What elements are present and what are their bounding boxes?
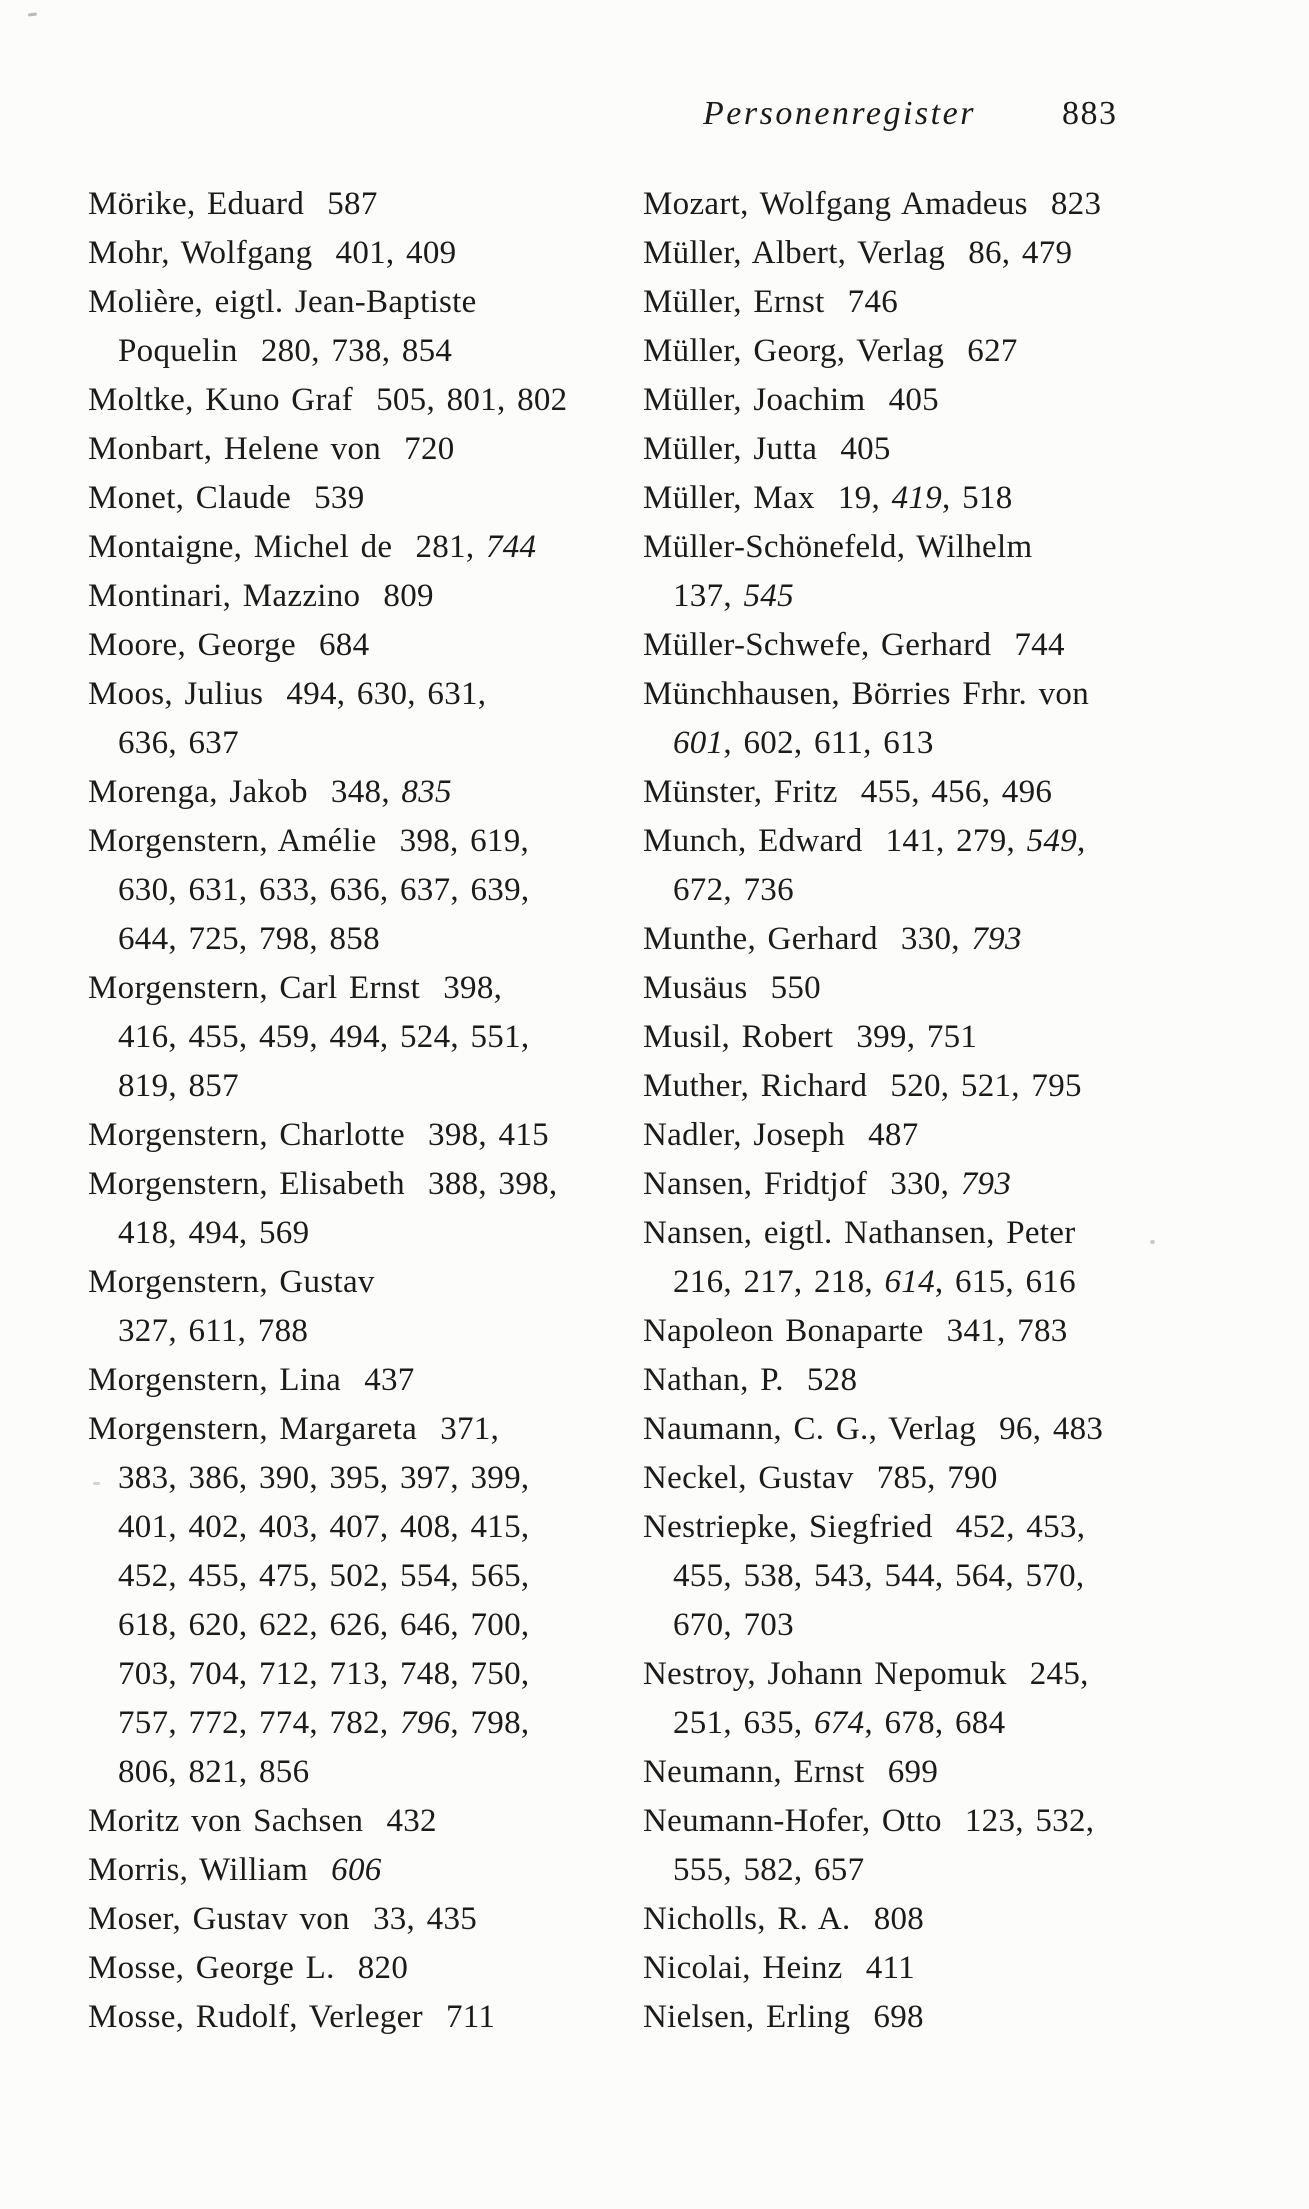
index-entry: [88, 1160, 567, 1209]
index-entry: [643, 376, 1103, 425]
entry-text: 383, 386, 390, 395, 397, 399,: [118, 1460, 530, 1496]
index-entry: [88, 180, 567, 229]
index-entry: [643, 1748, 1103, 1797]
page-ref-italic: 793: [971, 921, 1022, 957]
right-column: [643, 180, 1103, 2042]
index-entry: [88, 1944, 567, 1993]
index-entry-continuation: [643, 572, 1103, 621]
index-entry-continuation: [88, 915, 567, 964]
index-entry: [88, 229, 567, 278]
index-entry: [643, 229, 1103, 278]
entry-text: 418, 494, 569: [118, 1215, 310, 1251]
entry-text: Morenga, Jakob 348,: [88, 774, 402, 810]
index-entry: [643, 1944, 1103, 1993]
index-entry: [643, 425, 1103, 474]
entry-text: Moritz von Sachsen 432: [88, 1803, 437, 1839]
entry-text: Nadler, Joseph 487: [643, 1117, 919, 1153]
index-entry: [643, 964, 1103, 1013]
entry-text: Morgenstern, Carl Ernst 398,: [88, 970, 503, 1006]
entry-text: 452, 455, 475, 502, 554, 565,: [118, 1558, 530, 1594]
page-ref-italic: 796: [400, 1705, 451, 1741]
index-entry-continuation: [88, 866, 567, 915]
index-entry: [88, 376, 567, 425]
entry-text: ,: [1077, 823, 1086, 859]
entry-text: Nansen, eigtl. Nathansen, Peter: [643, 1215, 1076, 1251]
entry-text: 703, 704, 712, 713, 748, 750,: [118, 1656, 530, 1692]
index-entry-continuation: [88, 1013, 567, 1062]
entry-text: 327, 611, 788: [118, 1313, 309, 1349]
entry-text: 455, 538, 543, 544, 564, 570,: [673, 1558, 1085, 1594]
entry-text: Morgenstern, Lina 437: [88, 1362, 415, 1398]
index-entry: [88, 768, 567, 817]
entry-text: Müller, Joachim 405: [643, 382, 939, 418]
entry-text: Morris, William: [88, 1852, 332, 1888]
page-ref-italic: 614: [884, 1264, 935, 1300]
entry-text: 670, 703: [673, 1607, 794, 1643]
index-entry: [643, 817, 1103, 866]
index-entry: [88, 474, 567, 523]
entry-text: 806, 821, 856: [118, 1754, 310, 1790]
page-ref-italic: 835: [401, 774, 452, 810]
entry-text: 644, 725, 798, 858: [118, 921, 380, 957]
entry-text: , 678, 684: [864, 1705, 1006, 1741]
entry-text: Moos, Julius 494, 630, 631,: [88, 676, 487, 712]
index-entry: [88, 964, 567, 1013]
index-entry-continuation: [88, 1552, 567, 1601]
running-title: Personenregister: [703, 95, 976, 132]
entry-text: 216, 217, 218,: [673, 1264, 885, 1300]
entry-text: Napoleon Bonaparte 341, 783: [643, 1313, 1068, 1349]
entry-text: Moltke, Kuno Graf 505, 801, 802: [88, 382, 568, 418]
index-entry: [88, 817, 567, 866]
index-entry-continuation: [88, 1601, 567, 1650]
entry-text: Müller, Max 19,: [643, 480, 892, 516]
entry-text: Müller, Jutta 405: [643, 431, 891, 467]
index-entry: [643, 1650, 1103, 1699]
entry-text: 618, 620, 622, 626, 646, 700,: [118, 1607, 530, 1643]
index-entry: [643, 1895, 1103, 1944]
page-ref-italic: 674: [814, 1705, 865, 1741]
entry-text: 401, 402, 403, 407, 408, 415,: [118, 1509, 530, 1545]
index-entry: [88, 523, 567, 572]
entry-text: , 602, 611, 613: [723, 725, 934, 761]
index-entry: [643, 1993, 1103, 2042]
index-entry-continuation: [88, 1062, 567, 1111]
index-entry: [643, 327, 1103, 376]
index-entry-continuation: [88, 1454, 567, 1503]
entry-text: Montaigne, Michel de 281,: [88, 529, 486, 565]
page-ref-italic: 606: [331, 1852, 382, 1888]
index-entry: [88, 670, 567, 719]
entry-text: Münchhausen, Börries Frhr. von: [643, 676, 1090, 712]
entry-text: Morgenstern, Gustav: [88, 1264, 375, 1300]
index-entry-continuation: [643, 719, 1103, 768]
entry-text: Musil, Robert 399, 751: [643, 1019, 978, 1055]
index-entry: [643, 278, 1103, 327]
entry-text: Münster, Fritz 455, 456, 496: [643, 774, 1053, 810]
entry-text: 757, 772, 774, 782,: [118, 1705, 400, 1741]
entry-text: Nicholls, R. A. 808: [643, 1901, 925, 1937]
index-entry-continuation: [643, 866, 1103, 915]
entry-text: Müller-Schwefe, Gerhard 744: [643, 627, 1065, 663]
entry-text: , 518: [942, 480, 1013, 516]
index-entry-continuation: [88, 327, 567, 376]
page-ref-italic: 793: [960, 1166, 1012, 1202]
entry-text: Morgenstern, Charlotte 398, 415: [88, 1117, 549, 1153]
index-entry: [643, 1160, 1103, 1209]
page-ref-italic: 545: [743, 578, 794, 614]
index-entry: [88, 1405, 567, 1454]
page-ref-italic: 601: [673, 725, 724, 761]
entry-text: Nestriepke, Siegfried 452, 453,: [643, 1509, 1086, 1545]
page-ref-italic: 549: [1026, 823, 1078, 859]
index-entry-continuation: [88, 1699, 567, 1748]
index-entry-continuation: [88, 1209, 567, 1258]
entry-text: Morgenstern, Margareta 371,: [88, 1411, 500, 1447]
index-entry: [88, 1111, 567, 1160]
entry-text: Müller, Albert, Verlag 86, 479: [643, 235, 1073, 271]
scan-speck: [836, 203, 840, 207]
entry-text: 137,: [673, 578, 744, 614]
index-entry: [643, 768, 1103, 817]
entry-text: Neckel, Gustav 785, 790: [643, 1460, 998, 1496]
entry-text: Mozart, Wolfgang Amadeus 823: [643, 186, 1102, 222]
index-entry-continuation: [643, 1699, 1103, 1748]
entry-text: Mohr, Wolfgang 401, 409: [88, 235, 457, 271]
page-ref-italic: 744: [485, 529, 537, 565]
index-entry: [88, 621, 567, 670]
entry-text: , 798,: [450, 1705, 530, 1741]
index-entry: [643, 670, 1103, 719]
entry-text: Moore, George 684: [88, 627, 370, 663]
entry-text: 636, 637: [118, 725, 239, 761]
scan-speck: [93, 1482, 100, 1485]
index-entry-continuation: [88, 1503, 567, 1552]
entry-text: Musäus 550: [643, 970, 821, 1006]
index-entry: [643, 1503, 1103, 1552]
scan-speck: [1150, 1240, 1155, 1244]
entry-text: Neumann-Hofer, Otto 123, 532,: [643, 1803, 1095, 1839]
index-entry-continuation: [643, 1258, 1103, 1307]
index-entry: [643, 1013, 1103, 1062]
page-ref-italic: 419: [891, 480, 942, 516]
left-column: [88, 180, 567, 2042]
entry-text: Montinari, Mazzino 809: [88, 578, 434, 614]
index-entry-continuation: [643, 1846, 1103, 1895]
entry-text: Nestroy, Johann Nepomuk 245,: [643, 1656, 1089, 1692]
entry-text: 630, 631, 633, 636, 637, 639,: [118, 872, 530, 908]
index-entry: [88, 1797, 567, 1846]
entry-text: Naumann, C. G., Verlag 96, 483: [643, 1411, 1104, 1447]
entry-text: Morgenstern, Amélie 398, 619,: [88, 823, 530, 859]
index-entry: [88, 1356, 567, 1405]
entry-text: Munthe, Gerhard 330,: [643, 921, 972, 957]
index-entry: [643, 1797, 1103, 1846]
entry-text: Munch, Edward 141, 279,: [643, 823, 1027, 859]
index-entry-continuation: [88, 1307, 567, 1356]
index-entry-continuation: [643, 1552, 1103, 1601]
index-entry: [88, 1846, 567, 1895]
entry-text: Mosse, George L. 820: [88, 1950, 409, 1986]
entry-text: , 615, 616: [934, 1264, 1076, 1300]
index-entry-continuation: [643, 1601, 1103, 1650]
entry-text: 416, 455, 459, 494, 524, 551,: [118, 1019, 530, 1055]
index-entry: [643, 1111, 1103, 1160]
entry-text: Mosse, Rudolf, Verleger 711: [88, 1999, 496, 2035]
index-entry-continuation: [88, 1650, 567, 1699]
entry-text: Nielsen, Erling 698: [643, 1999, 924, 2035]
entry-text: 555, 582, 657: [673, 1852, 865, 1888]
index-entry: [643, 1405, 1103, 1454]
index-entry: [88, 278, 567, 327]
scan-speck: [28, 12, 37, 16]
entry-text: Neumann, Ernst 699: [643, 1754, 939, 1790]
index-entry: [643, 1209, 1103, 1258]
index-entry: [643, 474, 1103, 523]
entry-text: Nansen, Fridtjof 330,: [643, 1166, 961, 1202]
entry-text: 819, 857: [118, 1068, 239, 1104]
index-entry: [88, 572, 567, 621]
entry-text: Molière, eigtl. Jean-Baptiste: [88, 284, 477, 320]
entry-text: Müller-Schönefeld, Wilhelm: [643, 529, 1033, 565]
index-entry: [643, 621, 1103, 670]
entry-text: Monet, Claude 539: [88, 480, 365, 516]
index-entry: [88, 425, 567, 474]
index-entry: [88, 1993, 567, 2042]
entry-text: 251, 635,: [673, 1705, 814, 1741]
entry-text: Mörike, Eduard 587: [88, 186, 378, 222]
index-entry-continuation: [88, 1748, 567, 1797]
index-entry: [643, 523, 1103, 572]
index-entry: [643, 1356, 1103, 1405]
entry-text: Nicolai, Heinz 411: [643, 1950, 915, 1986]
index-entry: [88, 1258, 567, 1307]
entry-text: Monbart, Helene von 720: [88, 431, 455, 467]
index-entry: [643, 1454, 1103, 1503]
entry-text: Müller, Georg, Verlag 627: [643, 333, 1018, 369]
index-entry-continuation: [88, 719, 567, 768]
entry-text: Muther, Richard 520, 521, 795: [643, 1068, 1082, 1104]
entry-text: Poquelin 280, 738, 854: [118, 333, 453, 369]
page-number: 883: [1062, 95, 1118, 132]
index-entry: [88, 1895, 567, 1944]
index-entry: [643, 1307, 1103, 1356]
entry-text: Morgenstern, Elisabeth 388, 398,: [88, 1166, 558, 1202]
index-entry: [643, 915, 1103, 964]
index-entry: [643, 1062, 1103, 1111]
index-entry: [643, 180, 1103, 229]
entry-text: Müller, Ernst 746: [643, 284, 899, 320]
entry-text: Moser, Gustav von 33, 435: [88, 1901, 478, 1937]
entry-text: Nathan, P. 528: [643, 1362, 858, 1398]
entry-text: 672, 736: [673, 872, 794, 908]
